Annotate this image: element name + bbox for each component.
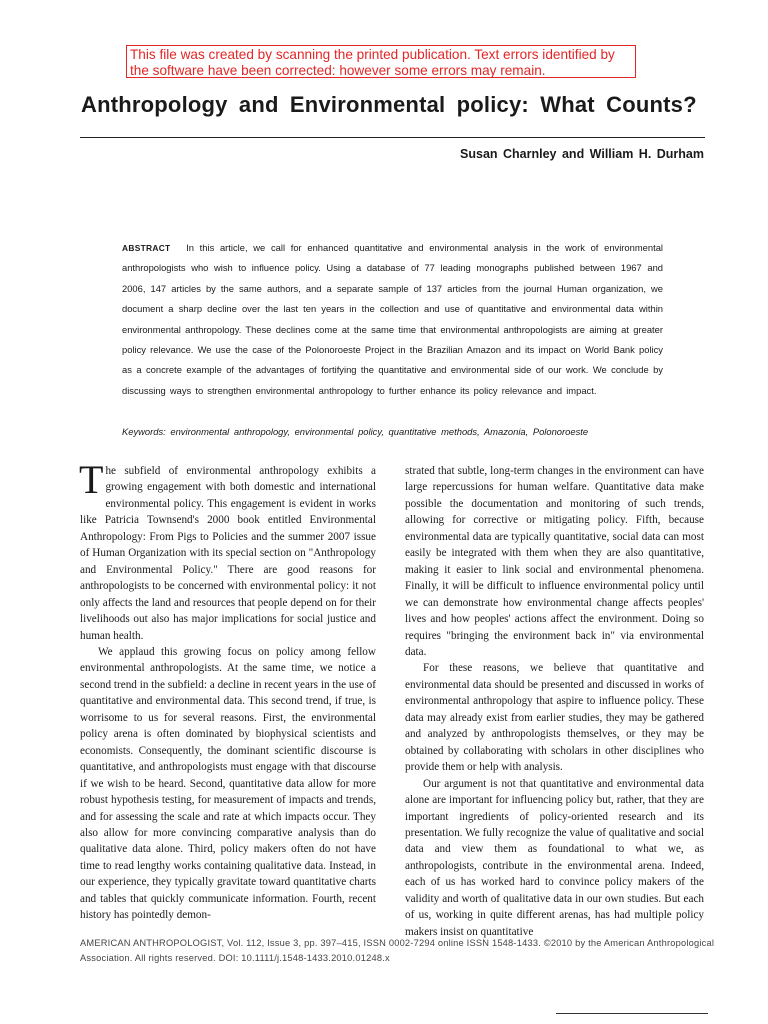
drop-cap: T — [79, 457, 104, 502]
title-rule — [80, 137, 705, 138]
paragraph-text: he subfield of environmental anthropology exhibits a growing engagement with both domestic and international environmental policy. This engagement is evident in works like Patricia Townsend's 2000 book entitled Environmental Anthropology: From Pigs to Policies and the summer 2007 issue of Human Organization with its special section on "Anthropology and Environmental Policy." There are good reasons for anthropologists to be concerned with environmental policy: it not only affects the land and resources that people depend on for their livelihoods out also has major implications for social justice and human health. — [80, 465, 376, 642]
body-paragraph: Our argument is not that quantitative and environmental data alone are important for influencing policy but, rather, that they are important ingredients of policy-oriented research and its presentation. We fully recognize the value of qualitative and social data and view them as foundational to what we, as anthropologists, contribute in the environmental arena. Indeed, each of us has worked hard to convince policy makers of the validity and worth of qualitative data in our own studies. But each of us, working in quite different arenas, has had multiple policy makers insist on quantitative — [405, 777, 704, 938]
citation-line: AMERICAN ANTHROPOLOGIST, Vol. 112, Issue 3, pp. 397–415, ISSN 0002-7294 online ISSN 1548-1433. ©2010 by the American Anthropological — [80, 938, 715, 948]
citation-footer — [80, 936, 720, 966]
abstract-text: In this article, we call for enhanced quantitative and environmental analysis in the work of environmental anthropologists who wish to influence policy. Using a database of 77 leading monographs published between 1967 and 2006, 147 articles by the same authors, and a separate sample of 137 articles from the journal Human organization, we document a sharp decline over the last ten years in the collection and use of quantitative and environmental data within environmental anthropology. These declines come at the same time that environmental anthropologists are aiming at greater policy relevance. We use the case of the Polonoroeste Project in the Brazilian Amazon and its impact on World Bank policy as a concrete example of the advantages of fortifying the quantitative and environmental side of our work. We conclude by discussing ways to strengthen environmental anthropology to further enhance its policy relevance and impact. — [122, 242, 663, 396]
abstract-block — [122, 238, 663, 401]
body-paragraph: strated that subtle, long-term changes in the environment can have large repercussions for human welfare. Quantitative data make possible the documentation and monitoring of such trends, allowing for corrective or mitigating policy. Fifth, because environmental data are typically quantitative, social data can most easily be integrated with them when they are also quantitative, making it easier to link social and environmental phenomena. Finally, it will be difficult to influence environmental policy until we can demonstrate how environmental change affects peoples' lives and how peoples' actions affect the environment. Doing so requires "bringing the environment back in" via environmental data. — [405, 465, 704, 658]
body-paragraph — [79, 457, 376, 644]
keywords-line: Keywords: environmental anthropology, environmental policy, quantitative methods, Amazonia, Polonoroeste — [122, 426, 589, 437]
copyright-line: Association. All rights reserved. DOI: 10.1111/j.1548-1433.2010.01248.x — [80, 953, 390, 963]
scan-notice-text: This file was created by scanning the printed publication. Text errors identified by the software have been corrected: however some errors may remain. — [130, 47, 615, 78]
article-authors: Susan Charnley and William H. Durham — [460, 147, 704, 161]
abstract-label: ABSTRACT — [122, 243, 171, 253]
footnote-rule — [556, 1013, 708, 1014]
body-column-right — [405, 463, 704, 940]
article-title: Anthropology and Environmental policy: What Counts? — [81, 92, 697, 117]
body-paragraph: For these reasons, we believe that quantitative and environmental data should be presented and discussed in works of environmental anthropology that aspire to influence policy. These data may already exist from earlier studies, they may be gathered and analyzed by anthropologists themselves, or they may be obtained by collaborating with scholars in other disciplines who provide them or help with analysis. — [405, 662, 704, 774]
scan-notice-box — [126, 45, 636, 78]
body-column-left — [79, 457, 376, 924]
body-paragraph: We applaud this growing focus on policy among fellow environmental anthropologists. At the same time, we notice a second trend in the subfield: a decline in recent years in the use of quantitative and environmental data. This second trend, if true, is worrisome to us for several reasons. First, the environmental policy arena is often dominated by biophysical scientists and economists. Consequently, the dominant scientific discourse is quantitative, and anthropologists must engage with that discourse if we wish to be heard. Second, quantitative data allow for more robust hypothesis testing, for measurement of impacts and trends, and for assessing the scale and rate at which impacts occur. They also allow for more convincing comparative analysis than do qualitative data alone. Third, policy makers often do not have time to read lengthy works containing qualitative data. Instead, in our experience, they typically gravitate toward quantitative charts and tables that quickly communicate information. Fourth, recent history has pointedly demon- — [80, 645, 376, 922]
